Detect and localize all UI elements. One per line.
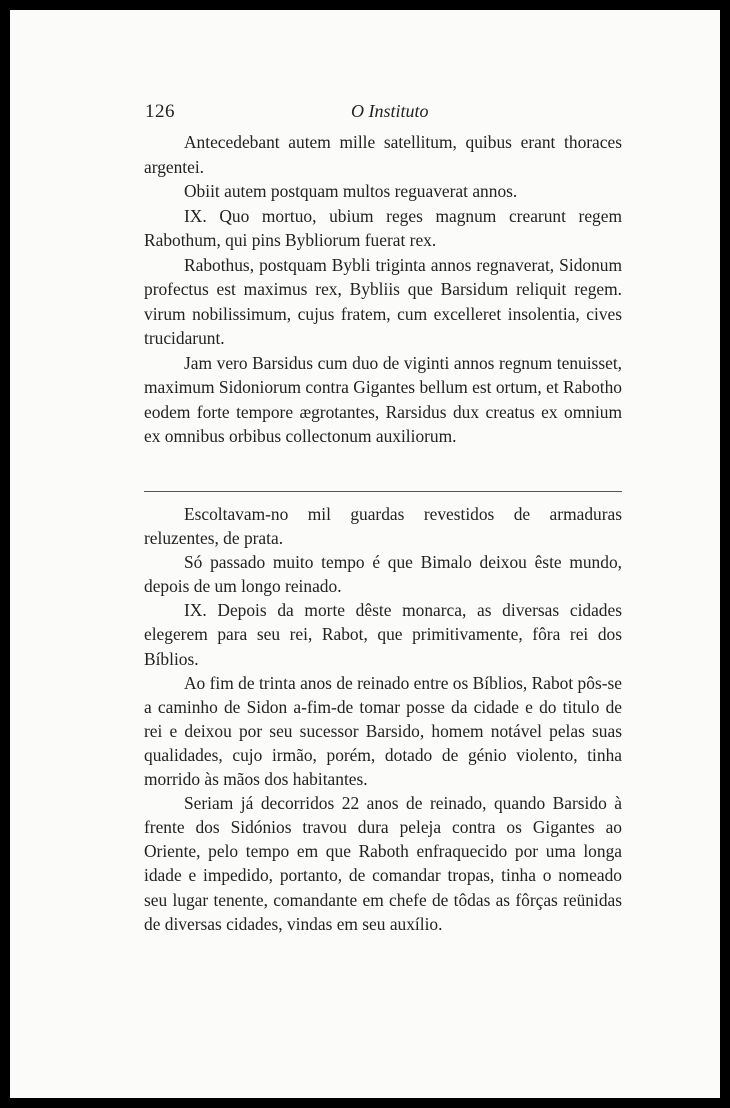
portuguese-paragraph: IX. Depois da morte dêste monarca, as diversas cidades elegerem para seu rei, Rabot, que primitivamente, fôra rei dos Bíblios.: [144, 600, 622, 669]
latin-paragraph: Jam vero Barsidus cum duo de viginti annos regnum tenuisset, maximum Sidoniorum contra Gigantes bellum est ortum, et Rabotho eodem forte tempore ægrotantes, Rarsidus dux creatus ex omnium ex omnibus orbibus collectonum auxiliorum.: [144, 352, 622, 446]
portuguese-paragraph: Só passado muito tempo é que Bimalo deixou êste mundo, depois de um longo reinado.: [144, 552, 622, 597]
latin-paragraph: IX. Quo mortuo, ubium reges magnum crearunt regem Rabothum, qui pins Bybliorum fuerat rex.: [144, 205, 622, 250]
latin-paragraph: Antecedebant autem mille satellitum, quibus erant thoraces argentei.: [144, 132, 622, 177]
book-page: [10, 10, 720, 1098]
portuguese-text-block: [144, 502, 622, 936]
portuguese-paragraph: Ao fim de trinta anos de reinado entre os Bíblios, Rabot pôs-se a caminho de Sidon a-fim-de tomar posse da cidade e do titulo de rei e deixou por seu sucessor Barsido, homem notável pelas suas qualidades, cujo irmão, porém, dotado de génio violento, tinha morrido às mãos dos habitantes.: [144, 672, 622, 790]
latin-text-block: [144, 130, 622, 449]
latin-paragraph: Rabothus, postquam Bybli triginta annos regnaverat, Sidonum profectus est maximus rex, Bybliis que Barsidum reliquit regem. virum nobilissimum, cujus fratem, cum excelleret insolentia, cives trucidarunt.: [144, 254, 622, 348]
portuguese-paragraph: Seriam já decorridos 22 anos de reinado, quando Barsido à frente dos Sidónios travou dura peleja contra os Gigantes ao Oriente, pelo tempo em que Raboth enfraquecido por uma longa idade e impedido, portanto, de comandar tropas, tinha o nomeado seu lugar tenente, comandante em chefe de tôdas as fôrças reünidas de diversas cidades, vindas em seu auxílio.: [144, 793, 622, 934]
running-title: O Instituto: [351, 101, 429, 121]
portuguese-paragraph: Escoltavam-no mil guardas revestidos de armaduras reluzentes, de prata.: [144, 504, 622, 549]
section-divider: [144, 491, 622, 492]
latin-paragraph: Obiit autem postquam multos reguaverat annos.: [184, 181, 518, 201]
page-header: [145, 101, 635, 123]
page-number: 126: [145, 101, 175, 122]
